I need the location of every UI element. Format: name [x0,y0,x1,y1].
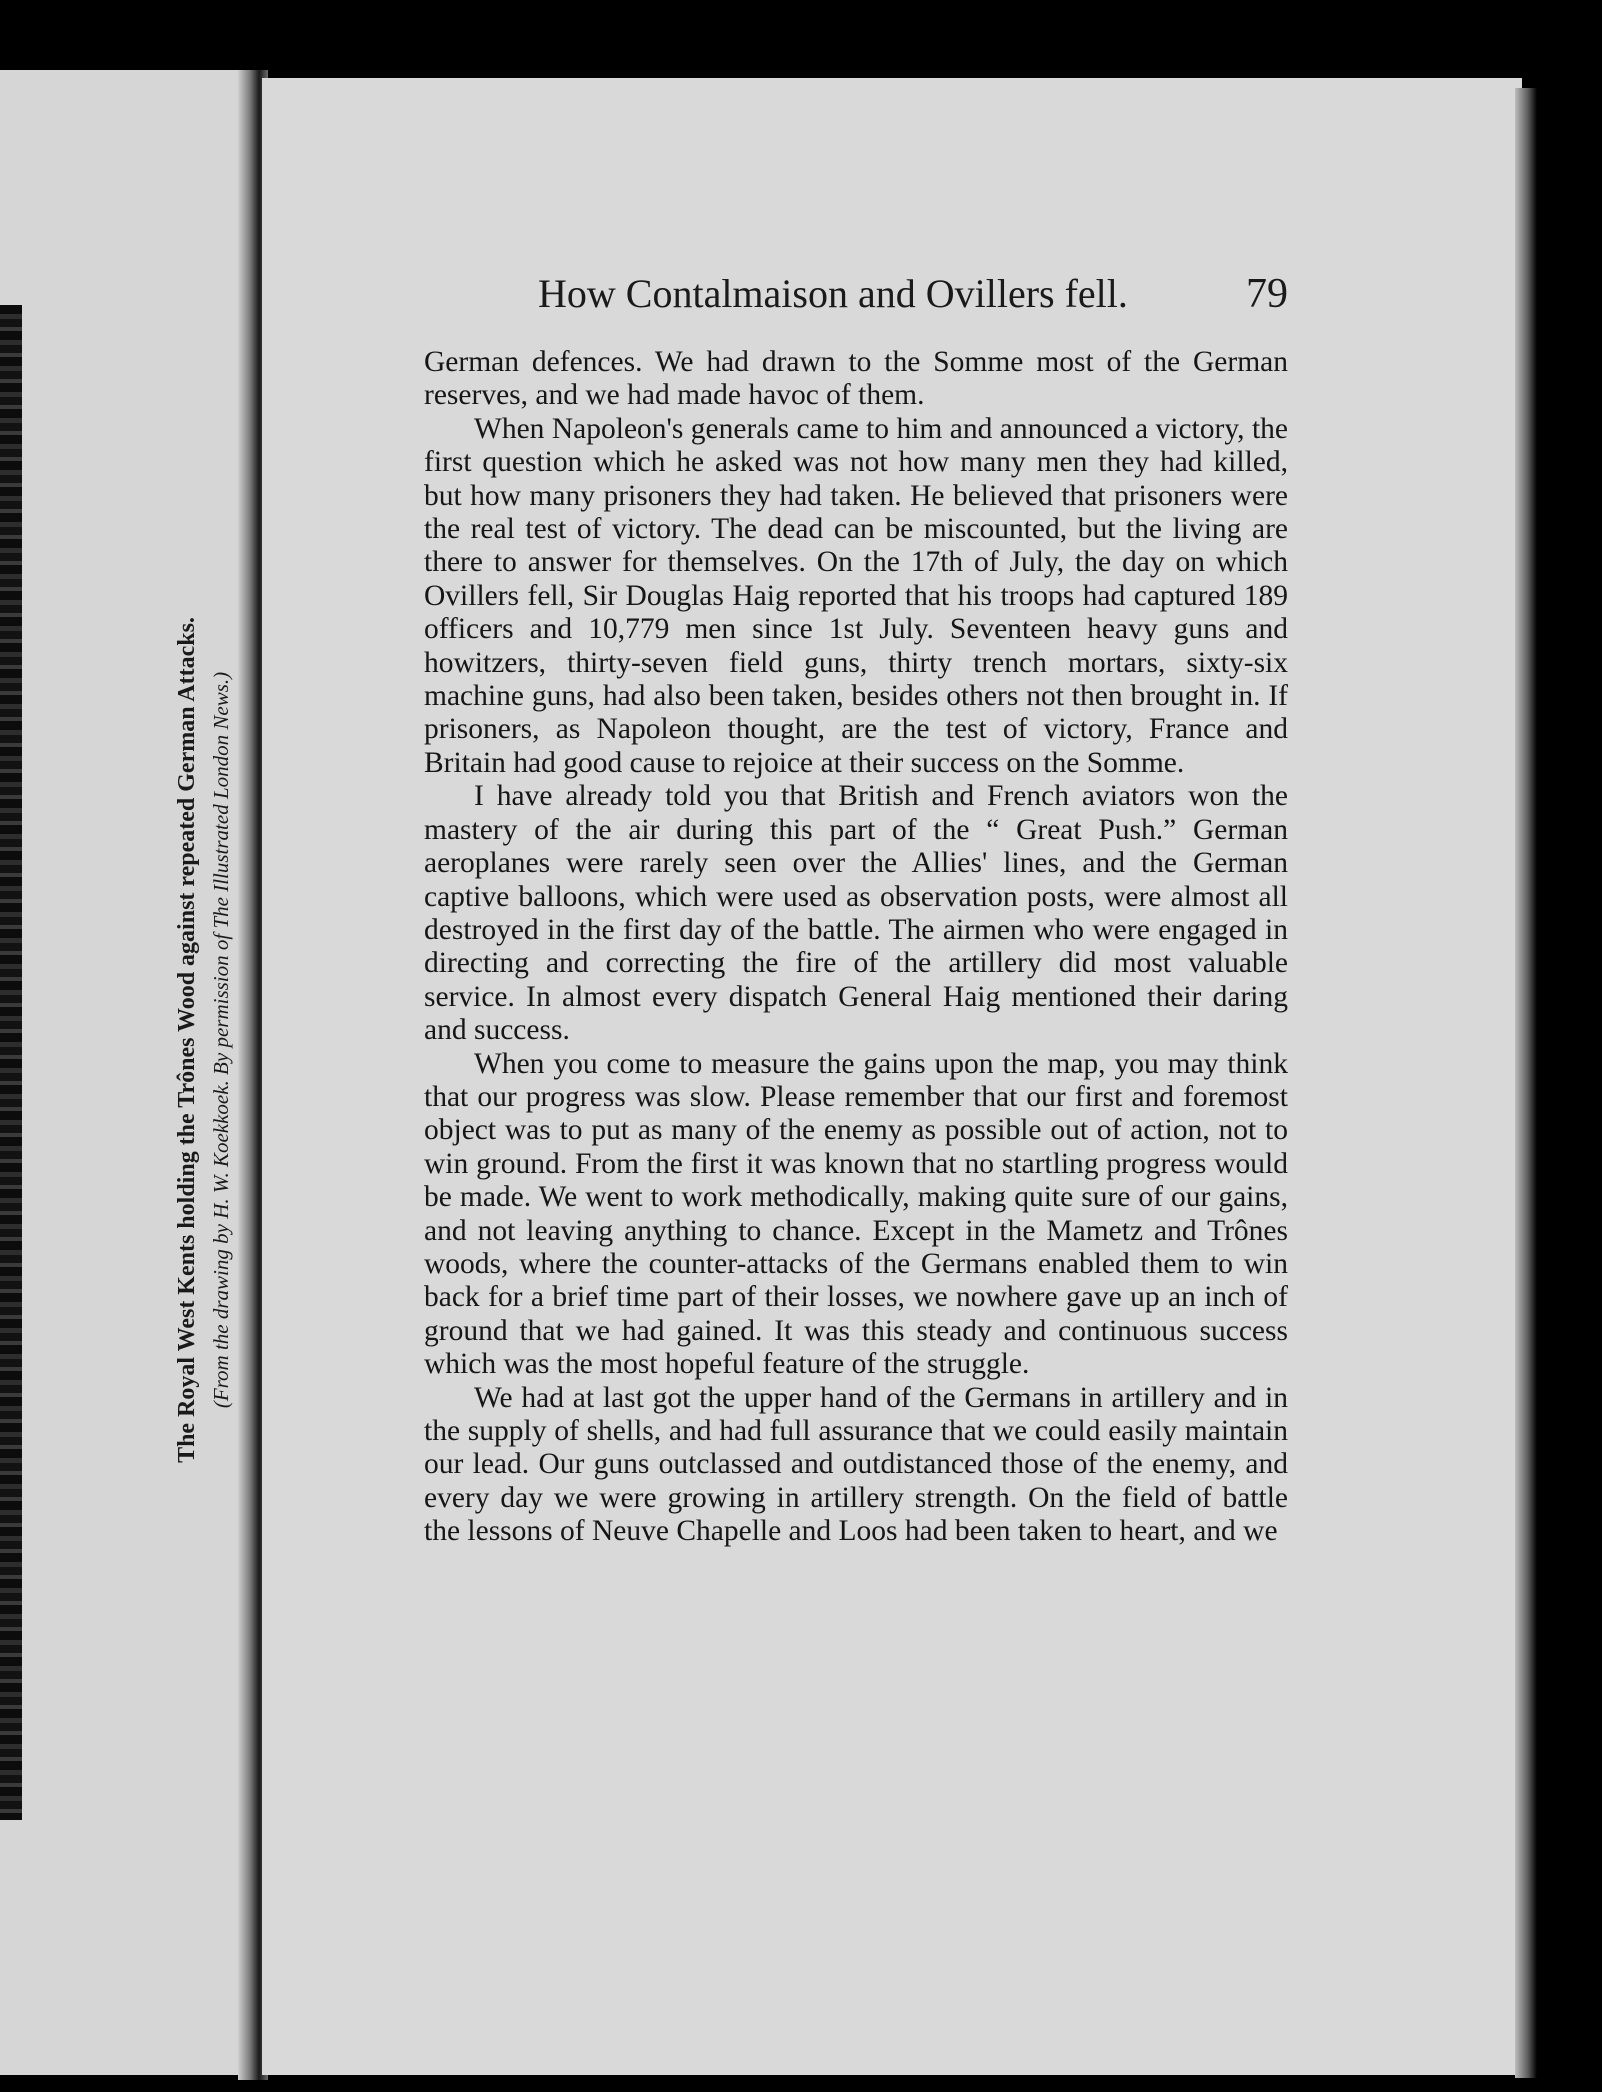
running-title: How Contalmaison and Ovillers fell. [538,271,1128,316]
page-edge [1515,88,1537,2078]
illustration-plate-edge [0,305,22,1820]
caption-credit: (From the drawing by H. W. Koekkoek. By permission of The Illustrated London News.) [209,671,233,1409]
paragraph: We had at last got the upper hand of the Germans in artillery and in the supply of shells, and had full assurance that we could easily maintain our lead. Our guns outclassed and outdistanced those of the enemy, and every day we were growing in artillery strength. On the field of battle the lessons of Neuve Chapelle and Loos had been taken to heart, and we [424,1381,1288,1548]
page-header [538,266,1288,322]
paragraph: I have already told you that British and French aviators won the mastery of the air during this part of the “ Great Push.” German aeroplanes were rarely seen over the Allies' lines, and the German captive balloons, which were used as observation posts, were almost all destroyed in the first day of the battle. The airmen who were engaged in directing and correcting the fire of the artillery did most valuable service. In almost every dispatch General Haig mentioned their daring and success. [424,780,1288,1047]
caption-title: The Royal West Kents holding the Trônes Wood against repeated German Attacks. [174,617,200,1463]
body-text [424,346,1288,1549]
page-number: 79 [1246,271,1288,317]
paragraph: When you come to measure the gains upon the map, you may think that our progress was slow. Please remember that our first and foremost object was to put as many of the enemy as possible out of action, not to win ground. From the first it was known that no startling progress would be made. We went to work methodically, making quite sure of our gains, and not leaving anything to chance. Except in the Mametz and Trônes woods, where the counter-attacks of the Germans enabled them to win back for a brief time part of their losses, we nowhere gave up an inch of ground that we had gained. It was this steady and continuous success which was the most hopeful feature of the struggle. [424,1047,1288,1381]
paragraph: German defences. We had drawn to the Somme most of the German reserves, and we had made havoc of them. [424,346,1288,412]
paragraph: When Napoleon's generals came to him and announced a victory, the first question which he asked was not how many men they had killed, but how many prisoners they had taken. He believed that prisoners were the real test of victory. The dead can be miscounted, but the living are there to answer for themselves. On the 17th of July, the day on which Ovillers fell, Sir Douglas Haig reported that his troops had captured 189 officers and 10,779 men since 1st July. Seventeen heavy guns and howitzers, thirty-seven field guns, thirty trench mortars, sixty-six machine guns, had also been taken, besides others not then brought in. If prisoners, as Napoleon thought, are the test of victory, France and Britain had good cause to rejoice at their success on the Somme. [424,412,1288,779]
